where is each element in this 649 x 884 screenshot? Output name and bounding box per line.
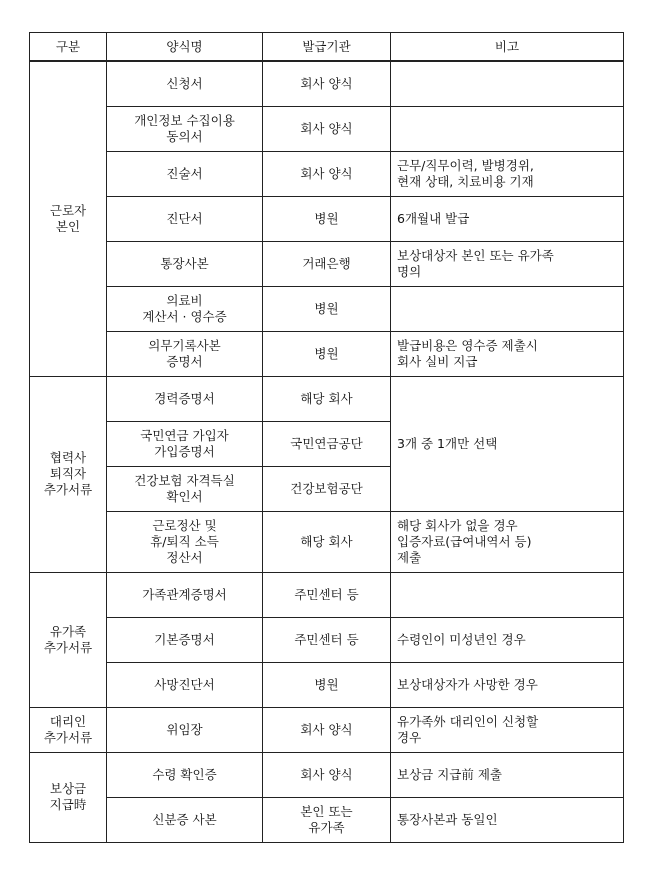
table-header-row	[30, 33, 624, 62]
issuer-cell: 주민센터 등	[263, 572, 391, 617]
form-name-cell: 기본증명서	[107, 617, 263, 662]
form-name-cell: 개인정보 수집이용 동의서	[107, 106, 263, 151]
note-cell: 보상금 지급前 제출	[391, 752, 624, 797]
note-cell	[391, 106, 624, 151]
note-cell: 보상대상자 본인 또는 유가족 명의	[391, 241, 624, 286]
note-cell: 발급비용은 영수증 제출시 회사 실비 지급	[391, 331, 624, 376]
note-cell	[391, 286, 624, 331]
table-row	[30, 286, 624, 331]
form-name-cell: 진단서	[107, 196, 263, 241]
form-name-cell: 가족관계증명서	[107, 572, 263, 617]
form-name-cell: 수령 확인증	[107, 752, 263, 797]
issuer-cell: 회사 양식	[263, 707, 391, 752]
form-name-cell: 의무기록사본 증명서	[107, 331, 263, 376]
table-row	[30, 662, 624, 707]
table-row	[30, 572, 624, 617]
table-row	[30, 707, 624, 752]
issuer-cell: 회사 양식	[263, 151, 391, 196]
issuer-cell: 해당 회사	[263, 376, 391, 421]
table-row	[30, 617, 624, 662]
note-cell: 유가족外 대리인이 신청할 경우	[391, 707, 624, 752]
document-requirements-table	[29, 32, 624, 843]
issuer-cell: 병원	[263, 286, 391, 331]
category-cell: 협력사 퇴직자 추가서류	[30, 376, 107, 572]
issuer-cell: 본인 또는 유가족	[263, 797, 391, 842]
note-cell	[391, 61, 624, 106]
form-name-cell: 국민연금 가입자 가입증명서	[107, 421, 263, 466]
header-form-name: 양식명	[107, 33, 263, 62]
table-row	[30, 797, 624, 842]
issuer-cell: 주민센터 등	[263, 617, 391, 662]
issuer-cell: 해당 회사	[263, 511, 391, 572]
category-cell: 근로자 본인	[30, 61, 107, 376]
note-cell: 수령인이 미성년인 경우	[391, 617, 624, 662]
issuer-cell: 회사 양식	[263, 752, 391, 797]
form-name-cell: 통장사본	[107, 241, 263, 286]
category-cell: 유가족 추가서류	[30, 572, 107, 707]
form-name-cell: 신청서	[107, 61, 263, 106]
table-row	[30, 511, 624, 572]
note-cell: 보상대상자가 사망한 경우	[391, 662, 624, 707]
form-name-cell: 근로정산 및 휴/퇴직 소득 정산서	[107, 511, 263, 572]
header-issuer: 발급기관	[263, 33, 391, 62]
form-name-cell: 위임장	[107, 707, 263, 752]
table-row	[30, 376, 624, 421]
issuer-cell: 병원	[263, 662, 391, 707]
table-row	[30, 151, 624, 196]
merged-note-cell: 3개 중 1개만 선택	[391, 376, 624, 511]
note-cell: 해당 회사가 없을 경우 입증자료(급여내역서 등) 제출	[391, 511, 624, 572]
form-name-cell: 경력증명서	[107, 376, 263, 421]
issuer-cell: 병원	[263, 196, 391, 241]
issuer-cell: 회사 양식	[263, 106, 391, 151]
note-cell: 근무/직무이력, 발병경위, 현재 상태, 치료비용 기재	[391, 151, 624, 196]
form-name-cell: 건강보험 자격득실 확인서	[107, 466, 263, 511]
header-category: 구분	[30, 33, 107, 62]
form-name-cell: 진술서	[107, 151, 263, 196]
issuer-cell: 거래은행	[263, 241, 391, 286]
table-row	[30, 196, 624, 241]
note-cell	[391, 572, 624, 617]
note-cell: 6개월내 발급	[391, 196, 624, 241]
form-name-cell: 신분증 사본	[107, 797, 263, 842]
category-cell: 대리인 추가서류	[30, 707, 107, 752]
header-note: 비고	[391, 33, 624, 62]
note-cell: 통장사본과 동일인	[391, 797, 624, 842]
category-cell: 보상금 지급時	[30, 752, 107, 842]
issuer-cell: 국민연금공단	[263, 421, 391, 466]
table-row	[30, 331, 624, 376]
issuer-cell: 회사 양식	[263, 61, 391, 106]
table-row	[30, 61, 624, 106]
form-name-cell: 사망진단서	[107, 662, 263, 707]
issuer-cell: 병원	[263, 331, 391, 376]
issuer-cell: 건강보험공단	[263, 466, 391, 511]
table-row	[30, 752, 624, 797]
table-row	[30, 241, 624, 286]
form-name-cell: 의료비 계산서 · 영수증	[107, 286, 263, 331]
table-row	[30, 106, 624, 151]
